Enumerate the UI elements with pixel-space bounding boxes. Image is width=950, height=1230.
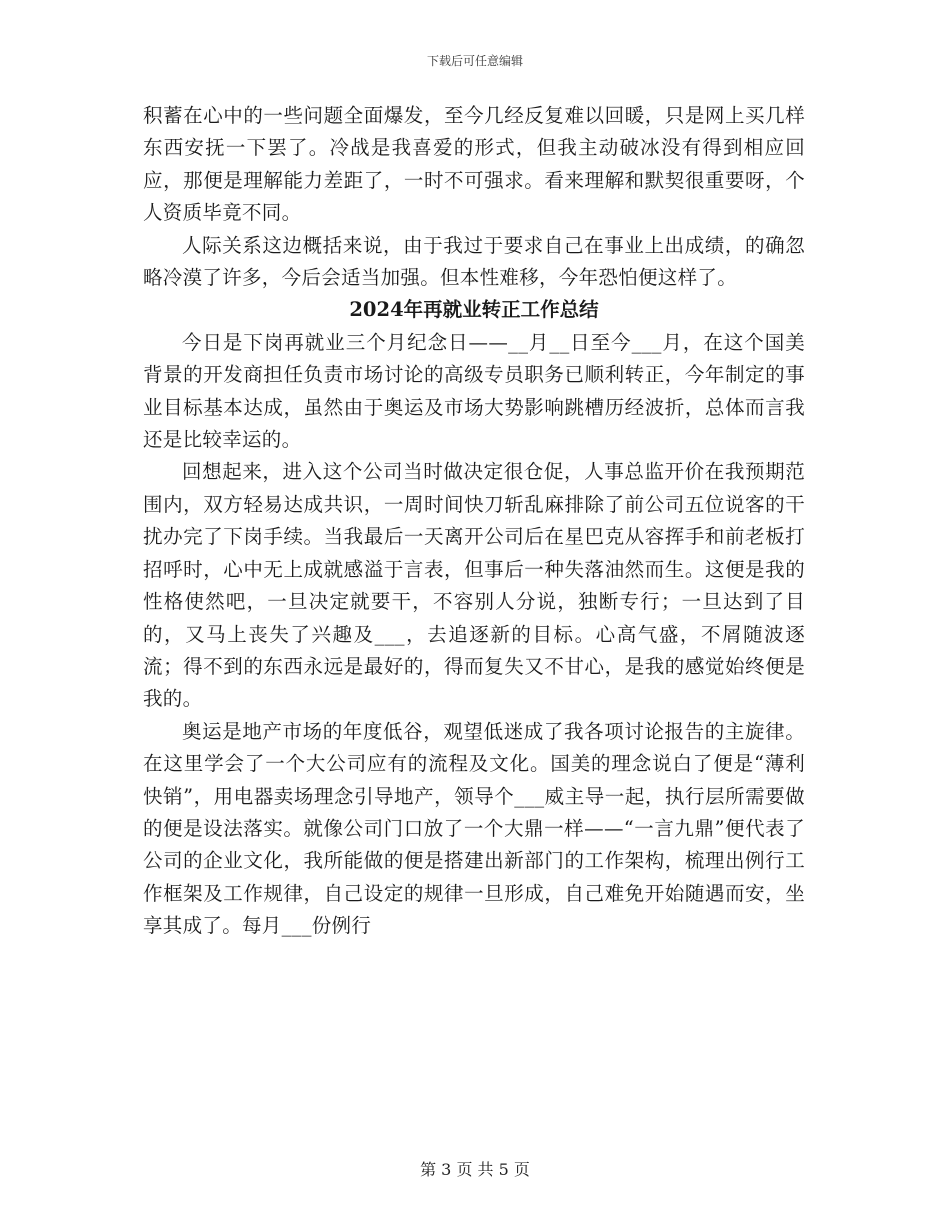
paragraph-5: 奥运是地产市场的年度低谷，观望低迷成了我各项讨论报告的主旋律。在这里学会了一个大公司应有的流程及文化。国美的理念说白了便是“薄利快销”，用电器卖场理念引导地产，领导个___威主导一起，执行层所需要做的便是设法落实。就像公司门口放了一个大鼎一样——“一言九鼎”便代表了公司的企业文化，我所能做的便是搭建出新部门的工作架构，梳理出例行工作框架及工作规律，自己设定的规律一旦形成，自己难免开始随遇而安，坐享其成了。每月___份例行 <box>143 719 805 938</box>
paragraph-3: 今日是下岗再就业三个月纪念日——__月__日至今___月，在这个国美背景的开发商担任负责市场讨论的高级专员职务已顺利转正，今年制定的事业目标基本达成，虽然由于奥运及市场大势影响跳槽历经波折，总体而言我还是比较幸运的。 <box>143 330 805 452</box>
section-title: 2024年再就业转正工作总结 <box>349 298 599 322</box>
document-body <box>143 100 805 943</box>
page-header-note: 下载后可任意编辑 <box>426 54 523 68</box>
paragraph-1: 积蓄在心中的一些问题全面爆发，至今几经反复难以回暖，只是网上买几样东西安抚一下罢了。冷战是我喜爱的形式，但我主动破冰没有得到相应回应，那便是理解能力差距了，一时不可强求。看来理解和默契很重要呀，个人资质毕竟不同。 <box>143 104 805 225</box>
paragraph-4: 回想起来，进入这个公司当时做决定很仓促，人事总监开价在我预期范围内，双方轻易达成共识，一周时间快刀斩乱麻排除了前公司五位说客的干扰办完了下岗手续。当我最后一天离开公司后在星巴克从容挥手和前老板打招呼时，心中无上成就感溢于言表，但事后一种失落油然而生。这便是我的性格使然吧，一旦决定就要干，不容别人分说，独断专行；一旦达到了目的，又马上丧失了兴趣及___，去追逐新的目标。心高气盛，不屑随波逐流；得不到的东西永远是最好的，得而复失又不甘心，是我的感觉始终便是我的。 <box>143 460 805 711</box>
paragraph-2: 人际关系这边概括来说，由于我过于要求自己在事业上出成绩，的确忽略冷漠了许多，今后会适当加强。但本性难移，今年恐怕便这样了。 <box>143 233 805 290</box>
page-number: 第 3 页 共 5 页 <box>420 1160 530 1179</box>
